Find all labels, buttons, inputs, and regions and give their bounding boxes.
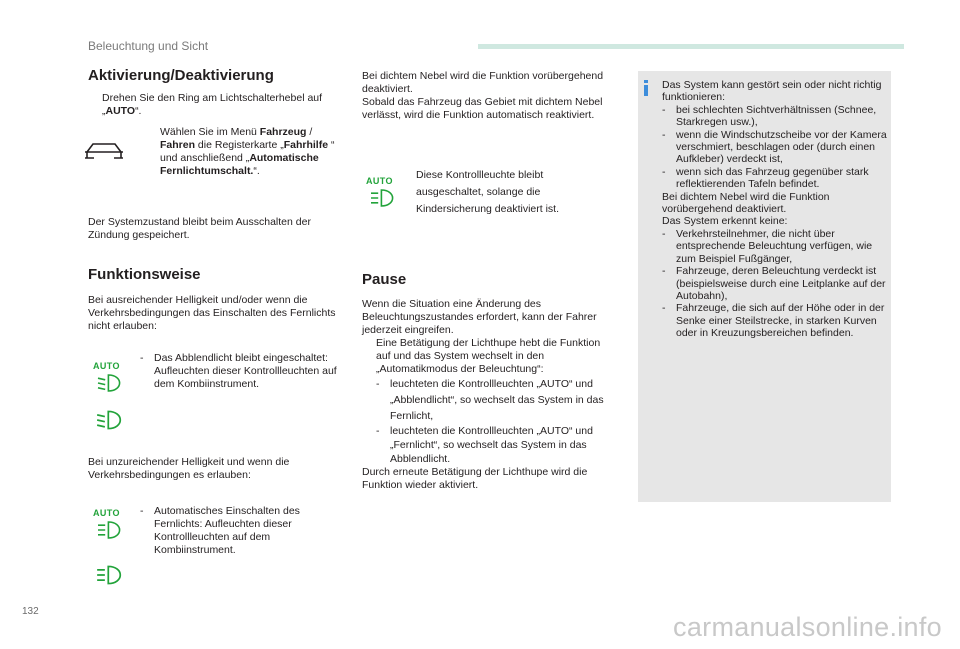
high-beam-icon: [95, 563, 125, 587]
watermark: carmanualsonline.info: [673, 612, 942, 642]
info-intro: Das System kann gestört sein oder nicht richtig funktionieren:: [662, 79, 882, 104]
auto-label: AUTO: [93, 361, 120, 371]
section-title: Beleuchtung und Sicht: [88, 39, 209, 53]
auto-off-icon: [366, 177, 404, 215]
pause-bullet: Eine Betätigung der Lichthupe hebt die Funktion auf und das System wechselt in den „Automatikmodus der Beleuchtung“:: [362, 337, 612, 376]
info-detect-intro: Das System erkennt keine:: [662, 215, 788, 228]
auto-high-beam-icon: [93, 509, 129, 547]
list-item: - Verkehrsteilnehmer, die nicht über entsprechende Beleuchtung verfügen, wie zum Beispiel Fußgänger,: [662, 227, 873, 265]
page-number: 132: [22, 606, 39, 617]
heading-activation: Aktivierung/Deaktivierung: [88, 67, 274, 84]
pause-end: Durch erneute Betätigung der Lichthupe wird die Funktion wieder aktiviert.: [362, 466, 588, 491]
bright-intro-text: Bei ausreichender Helligkeit und/oder wenn die Verkehrsbedingungen das Einschalten des Fernlichts nicht erlauben:: [88, 294, 336, 332]
info-icon: [644, 80, 648, 96]
list-item: - Fahrzeuge, deren Beleuchtung verdeckt ist (beispielsweise durch eine Leitplanke auf der Autobahn),: [662, 265, 886, 302]
heading-function: Funktionsweise: [88, 266, 201, 283]
bullet-ring: Drehen Sie den Ring am Lichtschalterhebel auf „AUTO“.: [88, 92, 340, 118]
pause-sub-1: - leuchteten die Kontrollleuchten „AUTO“ und „Abblendlicht“, so wechselt das System in das Fernlicht,: [376, 378, 604, 422]
bright-item: - Das Abblendlicht bleibt eingeschaltet: Aufleuchten dieser Kontrollleuchten auf dem Kombiinstrument.: [140, 352, 337, 390]
info-text: [662, 79, 887, 340]
list-item: - Fahrzeuge, die sich auf der Höhe oder in der Senke einer Steilstrecke, in starken Kurven oder in Kreuzungsbereichen befinden.: [662, 302, 885, 340]
bullet-marker: [88, 92, 102, 118]
auto-label: AUTO: [93, 508, 120, 518]
fog-text: Bei dichtem Nebel wird die Funktion vorübergehend deaktiviert. Sobald das Fahrzeug das Gebiet mit dichtem Nebel verlässt, wird die Funktion automatisch reaktiviert.: [362, 70, 604, 121]
list-item: - wenn sich das Fahrzeug gegenüber stark reflektierenden Tafeln befindet.: [662, 165, 869, 191]
dark-item: - Automatisches Einschalten des Fernlichts: Aufleuchten dieser Kontrollleuchten auf dem Kombiinstrument.: [140, 505, 300, 556]
bullet-marker: [362, 337, 376, 376]
pause-sub-2: - leuchteten die Kontrollleuchten „AUTO“ und „Fernlicht“, so wechselt das System in das Abblendlicht.: [376, 425, 593, 465]
bullet-menu: Wählen Sie im Menü Fahrzeug / Fahren die Registerkarte „Fahrhilfe “ und anschließend „Automatische Fernlichtumschalt.“.: [146, 126, 341, 178]
system-state-text: Der Systemzustand bleibt beim Ausschalten der Zündung gespeichert.: [88, 216, 311, 241]
pause-intro: Wenn die Situation eine Änderung des Beleuchtungszustandes erfordert, kann der Fahrer jederzeit eingreifen.: [362, 298, 597, 336]
list-item: - wenn die Windschutzscheibe vor der Kamera verschmiert, beschlagen oder (durch einen Aufkleber) verdeckt ist,: [662, 128, 887, 166]
pause-section: [362, 298, 612, 492]
heading-pause: Pause: [362, 271, 407, 288]
lamp-off-text: Diese Kontrollleuchte bleibt ausgeschaltet, solange die Kindersicherung deaktiviert ist.: [416, 169, 559, 215]
low-beam-icon: [95, 408, 125, 432]
auto-low-beam-icon: [93, 362, 129, 400]
dark-intro-text: Bei unzureichender Helligkeit und wenn die Verkehrsbedingungen es erlauben:: [88, 456, 290, 481]
auto-label: AUTO: [366, 176, 393, 186]
header-accent-bar: [478, 44, 904, 49]
car-icon: [82, 138, 126, 164]
bullet-marker: [146, 126, 160, 178]
info-fog: Bei dichtem Nebel wird die Funktion vorübergehend deaktiviert.: [662, 190, 830, 216]
list-item: - bei schlechten Sichtverhältnissen (Schnee, Starkregen usw.),: [662, 103, 877, 129]
